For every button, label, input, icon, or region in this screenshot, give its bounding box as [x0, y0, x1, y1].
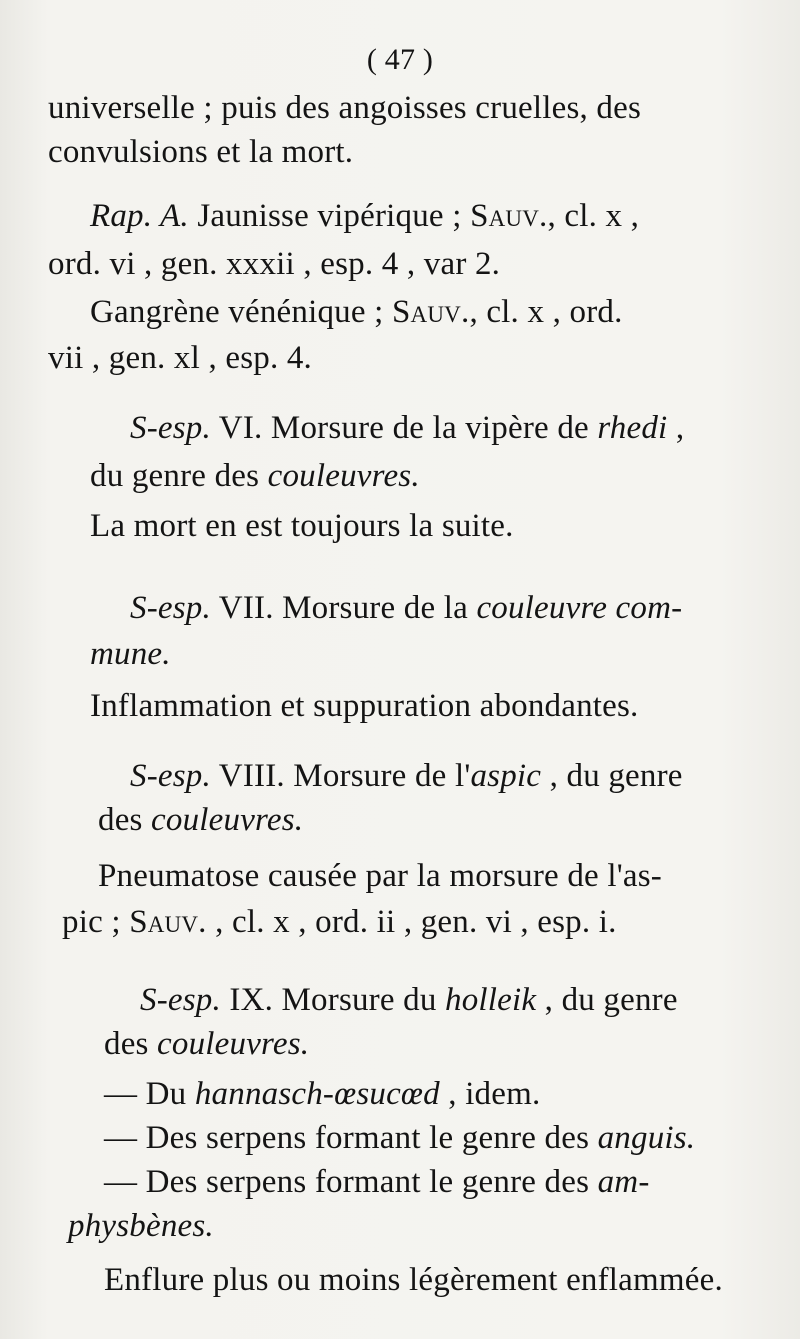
section-heading: S-esp. VII. Morsure de la couleuvre com-	[130, 590, 683, 626]
rap-label: Rap. A.	[90, 198, 189, 234]
text-line: Enflure plus ou moins légèrement enflammée.	[104, 1262, 723, 1298]
section-heading: S-esp. IX. Morsure du holleik , du genre	[140, 982, 678, 1018]
text-line: physbènes.	[68, 1208, 214, 1244]
text-line: — Des serpens formant le genre des am-	[104, 1164, 650, 1200]
text-line: La mort en est toujours la suite.	[90, 508, 514, 544]
text-line: pic ; Sauv. , cl. x , ord. ii , gen. vi , esp. i.	[62, 904, 617, 940]
text-line: — Du hannasch-œsucœd , idem.	[104, 1076, 541, 1112]
text-line: universelle ; puis des angoisses cruelles, des	[48, 90, 641, 126]
text-line: mune.	[90, 636, 171, 672]
text-line: ord. vi , gen. xxxii , esp. 4 , var 2.	[48, 246, 501, 282]
text-line: Pneumatose causée par la morsure de l'as-	[98, 858, 662, 894]
text-line: Rap. A. Jaunisse vipérique ; Sauv., cl. x ,	[90, 198, 640, 234]
text-line: — Des serpens formant le genre des anguis.	[104, 1120, 696, 1156]
text-line: Inflammation et suppuration abondantes.	[90, 688, 639, 724]
text-line: convulsions et la mort.	[48, 134, 354, 170]
page-number: ( 47 )	[366, 43, 434, 76]
section-heading: S-esp. VIII. Morsure de l'aspic , du genre	[130, 758, 683, 794]
text-line: des couleuvres.	[104, 1026, 310, 1062]
section-heading: S-esp. VI. Morsure de la vipère de rhedi ,	[130, 410, 685, 446]
text-line: vii , gen. xl , esp. 4.	[48, 340, 312, 376]
text-line: Gangrène vénénique ; Sauv., cl. x , ord.	[90, 294, 623, 330]
text-line: du genre des couleuvres.	[90, 458, 420, 494]
text-line: des couleuvres.	[98, 802, 304, 838]
